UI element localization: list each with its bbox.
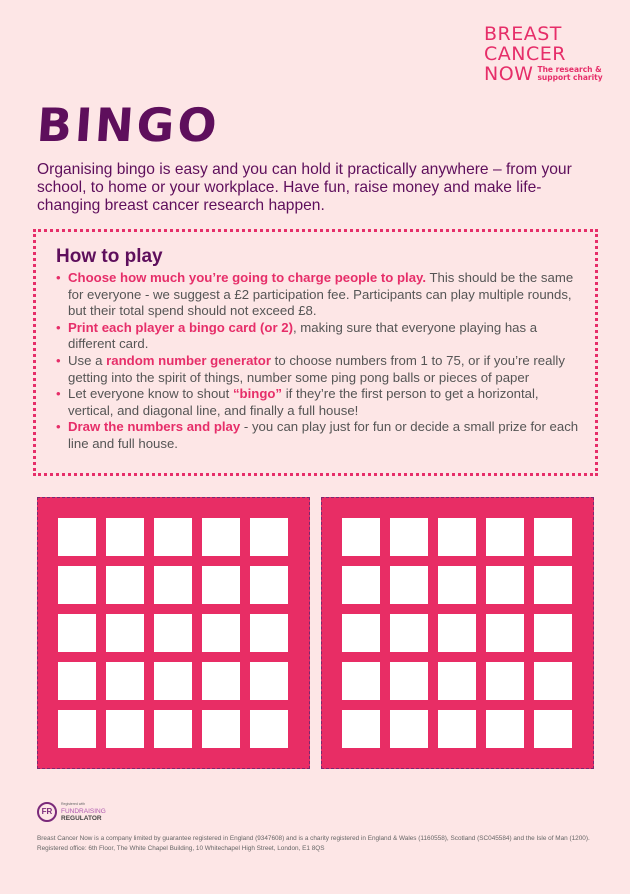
bingo-cell xyxy=(486,710,524,748)
bingo-cell xyxy=(342,614,380,652)
bingo-cell xyxy=(534,518,572,556)
regulator-text: REGULATOR xyxy=(61,815,102,822)
bingo-cell xyxy=(106,662,144,700)
legal-text: Breast Cancer Now is a company limited by guarantee registered in England (9347608) and is a charity registered in England & Wales (1160558), Scotland (SC045584) and the Isle of Man (1200). Registered office: 6th Floor, The White Chapel Building, 10 Whitechapel High Street, London, E1 8QS xyxy=(37,835,590,852)
bingo-cell xyxy=(438,710,476,748)
intro-text: Organising bingo is easy and you can hold it practically anywhere – from your school, to home or your workplace. Have fun, raise money and make life-changing breast cancer research happen. xyxy=(37,161,572,214)
bingo-cell xyxy=(202,662,240,700)
bingo-cell xyxy=(342,662,380,700)
breast-cancer-now-logo xyxy=(484,24,603,84)
bingo-cell xyxy=(106,518,144,556)
bingo-cell xyxy=(534,662,572,700)
bingo-cell xyxy=(534,710,572,748)
how-to-play-list xyxy=(56,270,583,453)
bingo-cell xyxy=(58,614,96,652)
bingo-cell xyxy=(250,710,288,748)
bingo-cell xyxy=(534,566,572,604)
bingo-cell xyxy=(486,662,524,700)
step-highlight: “bingo” xyxy=(232,386,283,402)
bingo-cell xyxy=(342,710,380,748)
bingo-cell xyxy=(342,566,380,604)
step-text: This should be the same for everyone - we suggest a £2 participation fee. Participants can play multiple rounds, but their total spend should not exceed £8. xyxy=(68,270,574,319)
bingo-cell xyxy=(58,518,96,556)
bingo-cell xyxy=(390,518,428,556)
bingo-cell xyxy=(154,518,192,556)
bingo-cell xyxy=(486,518,524,556)
bingo-cell xyxy=(486,566,524,604)
step-text: if they’re the first person to get a horizontal, vertical, and diagonal line, and finally a full house! xyxy=(68,386,539,418)
bingo-cell xyxy=(438,566,476,604)
bingo-cell xyxy=(106,614,144,652)
bingo-cell xyxy=(486,614,524,652)
how-to-play-box xyxy=(33,229,598,476)
bingo-cell xyxy=(154,662,192,700)
bingo-cell xyxy=(106,566,144,604)
fundraising-regulator-badge xyxy=(37,801,106,822)
bingo-cell xyxy=(390,662,428,700)
step-text: , making sure that everyone playing has a different card. xyxy=(68,319,538,352)
bingo-cell xyxy=(438,662,476,700)
bingo-cell xyxy=(202,566,240,604)
bingo-cell xyxy=(202,614,240,652)
how-to-play-step xyxy=(56,270,583,320)
logo-line-3: NOW xyxy=(484,63,534,85)
bingo-cell xyxy=(438,518,476,556)
step-highlight: Print each player a bingo card (or 2) xyxy=(68,319,293,335)
bingo-cell xyxy=(250,518,288,556)
how-to-play-step xyxy=(56,353,583,386)
step-highlight: Draw the numbers and play xyxy=(68,419,241,435)
bingo-cell xyxy=(438,614,476,652)
how-to-play-step xyxy=(56,320,583,353)
how-to-play-step xyxy=(56,386,583,419)
logo-tagline-2: support charity xyxy=(537,73,603,82)
bingo-cell xyxy=(250,614,288,652)
bingo-cell xyxy=(106,710,144,748)
bingo-cell xyxy=(390,614,428,652)
registered-with-text: Registered with xyxy=(61,802,86,806)
page-title: BINGO xyxy=(35,98,222,152)
logo-line-2: CANCER xyxy=(484,43,566,65)
bingo-card-1 xyxy=(37,497,310,769)
step-highlight: random number generator xyxy=(106,352,271,368)
bingo-cell xyxy=(534,614,572,652)
how-to-play-step xyxy=(56,419,583,452)
bingo-cell xyxy=(202,710,240,748)
logo-tagline-1: The research & xyxy=(537,65,602,74)
bingo-cell xyxy=(342,518,380,556)
bingo-cell xyxy=(58,566,96,604)
bingo-cell xyxy=(202,518,240,556)
bingo-cell xyxy=(58,662,96,700)
bingo-cell xyxy=(154,710,192,748)
bingo-cell xyxy=(154,566,192,604)
fr-logo-icon: FR xyxy=(37,802,57,822)
bingo-cell xyxy=(250,662,288,700)
bingo-cell xyxy=(390,566,428,604)
bingo-cell xyxy=(154,614,192,652)
fundraising-text: FUNDRAISING xyxy=(61,808,106,815)
logo-line-1: BREAST xyxy=(484,23,562,45)
bingo-cell xyxy=(58,710,96,748)
step-text: - you can play just for fun or decide a small prize for each line and full house. xyxy=(68,419,579,451)
bingo-cell xyxy=(390,710,428,748)
how-to-play-heading: How to play xyxy=(56,246,163,267)
bingo-card-2 xyxy=(321,497,594,769)
step-text: Let everyone know to shout xyxy=(68,386,233,402)
step-text: Use a xyxy=(68,352,107,368)
bingo-cell xyxy=(250,566,288,604)
step-text: to choose numbers from 1 to 75, or if you’re really getting into the spirit of things, number some ping pong balls or pieces of paper xyxy=(68,352,565,385)
step-highlight: Choose how much you’re going to charge people to play. xyxy=(68,270,427,285)
